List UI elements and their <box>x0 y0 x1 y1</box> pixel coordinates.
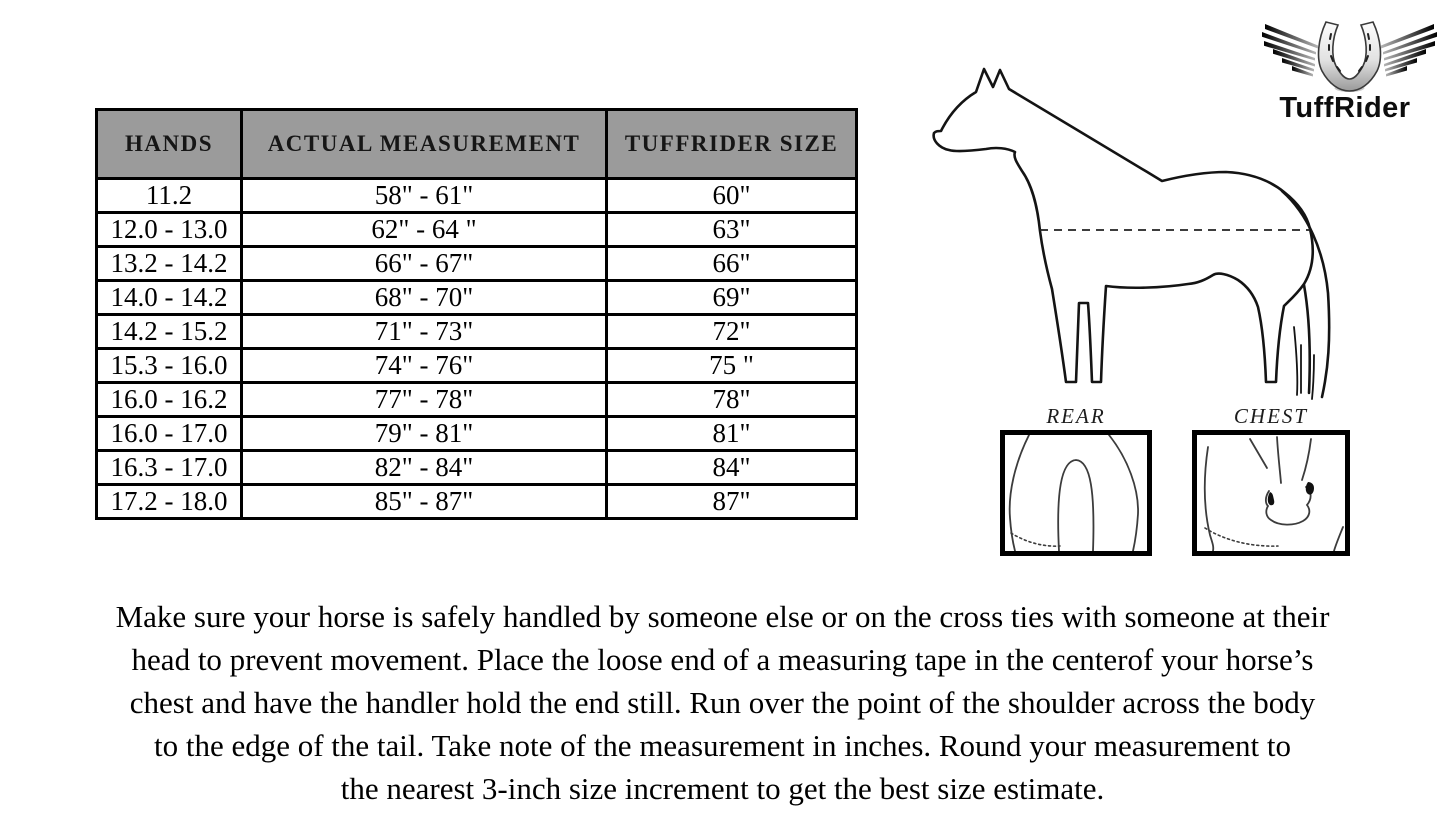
instructions-line: to the edge of the tail. Take note of the measurement in inches. Round your measurement to <box>153 728 1292 763</box>
table-row <box>97 281 857 315</box>
instructions-line: Make sure your horse is safely handled by someone else or on the cross ties with someone at their <box>115 599 1330 634</box>
table-cell: 74" - 76" <box>242 349 607 383</box>
table-row <box>97 485 857 519</box>
table-cell: 82" - 84" <box>242 451 607 485</box>
chest-view-box <box>1192 430 1350 556</box>
table-cell: 66" <box>607 247 857 281</box>
brand-logo <box>1250 12 1440 124</box>
table-cell: 87" <box>607 485 857 519</box>
chest-label: CHEST <box>1233 404 1309 428</box>
column-header: ACTUAL MEASUREMENT <box>242 110 607 179</box>
chest-dotted-line <box>1205 528 1278 546</box>
table-row <box>97 417 857 451</box>
table-row <box>97 179 857 213</box>
instructions-line: the nearest 3-inch size increment to get the best size estimate. <box>340 771 1105 806</box>
chest-face-line <box>1277 437 1281 483</box>
chest-muzzle <box>1266 487 1311 525</box>
table-cell: 68" - 70" <box>242 281 607 315</box>
table-cell: 11.2 <box>97 179 242 213</box>
instructions-line: head to prevent movement. Place the loose end of a measuring tape in the centerof your horse’s <box>131 642 1314 677</box>
table-body <box>97 179 857 519</box>
chest-shoulder-line <box>1205 447 1213 551</box>
table-cell: 14.0 - 14.2 <box>97 281 242 315</box>
table-cell: 66" - 67" <box>242 247 607 281</box>
table-cell: 60" <box>607 179 857 213</box>
table-cell: 84" <box>607 451 857 485</box>
rear-right-hip <box>1109 435 1138 551</box>
table-cell: 69" <box>607 281 857 315</box>
table-cell: 77" - 78" <box>242 383 607 417</box>
rear-tail <box>1058 460 1093 551</box>
table-row <box>97 383 857 417</box>
column-header: TUFFRIDER SIZE <box>607 110 857 179</box>
table-cell: 62" - 64 " <box>242 213 607 247</box>
horse-tail-inner <box>1304 285 1310 393</box>
table-cell: 63" <box>607 213 857 247</box>
table-cell: 78" <box>607 383 857 417</box>
table-row <box>97 349 857 383</box>
table-cell: 75 " <box>607 349 857 383</box>
size-chart-table <box>95 108 858 520</box>
instructions-line: chest and have the handler hold the end still. Run over the point of the shoulder across the body <box>129 685 1316 720</box>
right-wing <box>1381 24 1437 77</box>
rear-view-drawing <box>1005 435 1147 551</box>
column-header: HANDS <box>97 110 242 179</box>
chest-left-nostril <box>1268 492 1275 505</box>
horse-tail-strand <box>1294 327 1297 395</box>
table-cell: 13.2 - 14.2 <box>97 247 242 281</box>
table-row <box>97 213 857 247</box>
table-cell: 17.2 - 18.0 <box>97 485 242 519</box>
table-row <box>97 451 857 485</box>
chest-leg-line <box>1334 527 1343 551</box>
table-cell: 72" <box>607 315 857 349</box>
table-cell: 58" - 61" <box>242 179 607 213</box>
rear-label: REAR <box>1046 404 1106 428</box>
table-cell: 14.2 - 15.2 <box>97 315 242 349</box>
horse-tail-strand <box>1312 355 1314 399</box>
rear-dotted-line <box>1011 533 1060 546</box>
table-row <box>97 247 857 281</box>
table-cell: 16.3 - 17.0 <box>97 451 242 485</box>
table-cell: 81" <box>607 417 857 451</box>
winged-horseshoe-icon <box>1250 12 1440 94</box>
table-cell: 15.3 - 16.0 <box>97 349 242 383</box>
left-wing <box>1262 24 1318 77</box>
chest-right-nostril <box>1306 482 1314 495</box>
chest-face-line <box>1250 439 1267 468</box>
table-cell: 12.0 - 13.0 <box>97 213 242 247</box>
table-header-row <box>97 110 857 179</box>
rear-view-box <box>1000 430 1152 556</box>
table-row <box>97 315 857 349</box>
table-cell: 79" - 81" <box>242 417 607 451</box>
table-cell: 71" - 73" <box>242 315 607 349</box>
table-cell: 16.0 - 16.2 <box>97 383 242 417</box>
brand-name: TuffRider <box>1279 92 1411 124</box>
chest-view-drawing <box>1197 435 1345 551</box>
horseshoe <box>1319 22 1381 91</box>
instructions-text <box>20 595 1425 810</box>
table-cell: 85" - 87" <box>242 485 607 519</box>
table-cell: 16.0 - 17.0 <box>97 417 242 451</box>
chest-face-line <box>1302 439 1311 480</box>
